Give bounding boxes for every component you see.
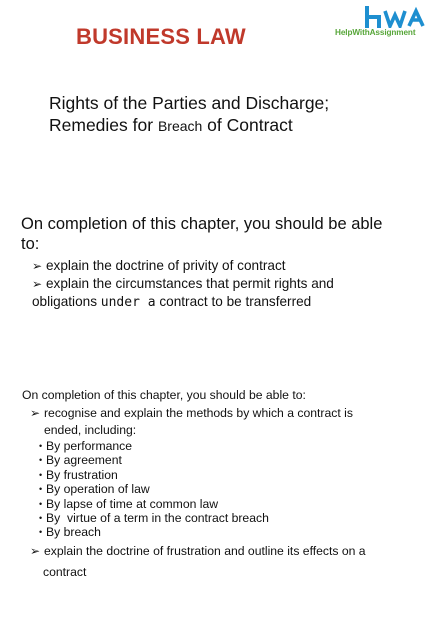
arrow-bullet-icon: ➢ — [32, 277, 43, 291]
objectives-list-1 — [32, 257, 432, 312]
bullet-dot-icon: • — [39, 527, 43, 538]
discharge-methods-list — [30, 439, 430, 540]
bullet-dot-icon: • — [39, 469, 43, 480]
bullet-dot-icon: • — [39, 441, 43, 451]
list-item: • By agreement — [39, 453, 122, 468]
chapter-subtitle — [49, 92, 329, 137]
list-item-continuation: contract — [43, 564, 87, 579]
list-item: • By operation of law — [39, 482, 150, 497]
list-item: • By performance — [39, 439, 133, 453]
bullet-dot-icon: • — [39, 513, 43, 524]
list-item: • By virtue of a term in the contract breach — [39, 511, 269, 526]
arrow-bullet-icon: ➢ — [32, 259, 43, 273]
page-title: BUSINESS LAW — [76, 24, 246, 49]
bullet-dot-icon: • — [39, 455, 43, 466]
list-item: • By breach — [39, 525, 101, 540]
objectives-list-2 — [30, 405, 430, 581]
bullet-dot-icon: • — [39, 498, 43, 509]
list-item: ➢ explain the doctrine of frustration and outline its effects on a — [30, 543, 366, 558]
arrow-bullet-icon: ➢ — [30, 406, 41, 420]
objectives-intro-1: On completion of this chapter, you should be able to: — [21, 215, 383, 253]
bullet-dot-icon: • — [39, 484, 43, 495]
list-item: ➢ recognise and explain the methods by which a contract is — [30, 406, 353, 420]
arrow-bullet-icon: ➢ — [30, 543, 41, 558]
hwa-logo-mark-icon — [335, 6, 443, 28]
subtitle-line-1: Rights of the Parties and Discharge; — [49, 93, 330, 113]
list-item: • By lapse of time at common law — [39, 496, 219, 511]
helpwithassignment-logo — [335, 6, 443, 42]
list-item-continuation: ended, including: — [44, 423, 137, 437]
list-item-continuation: obligations under a contract to be transferred — [32, 294, 312, 310]
list-item: • By frustration — [39, 467, 118, 482]
logo-wordmark: HelpWithAssignment — [335, 28, 416, 37]
objectives-intro-2: On completion of this chapter, you should be able to: — [22, 388, 306, 402]
list-item: ➢ explain the circumstances that permit rights and — [32, 276, 334, 291]
list-item: ➢ explain the doctrine of privity of contract — [32, 258, 286, 273]
subtitle-line-2: Remedies for Breach of Contract — [49, 115, 293, 135]
